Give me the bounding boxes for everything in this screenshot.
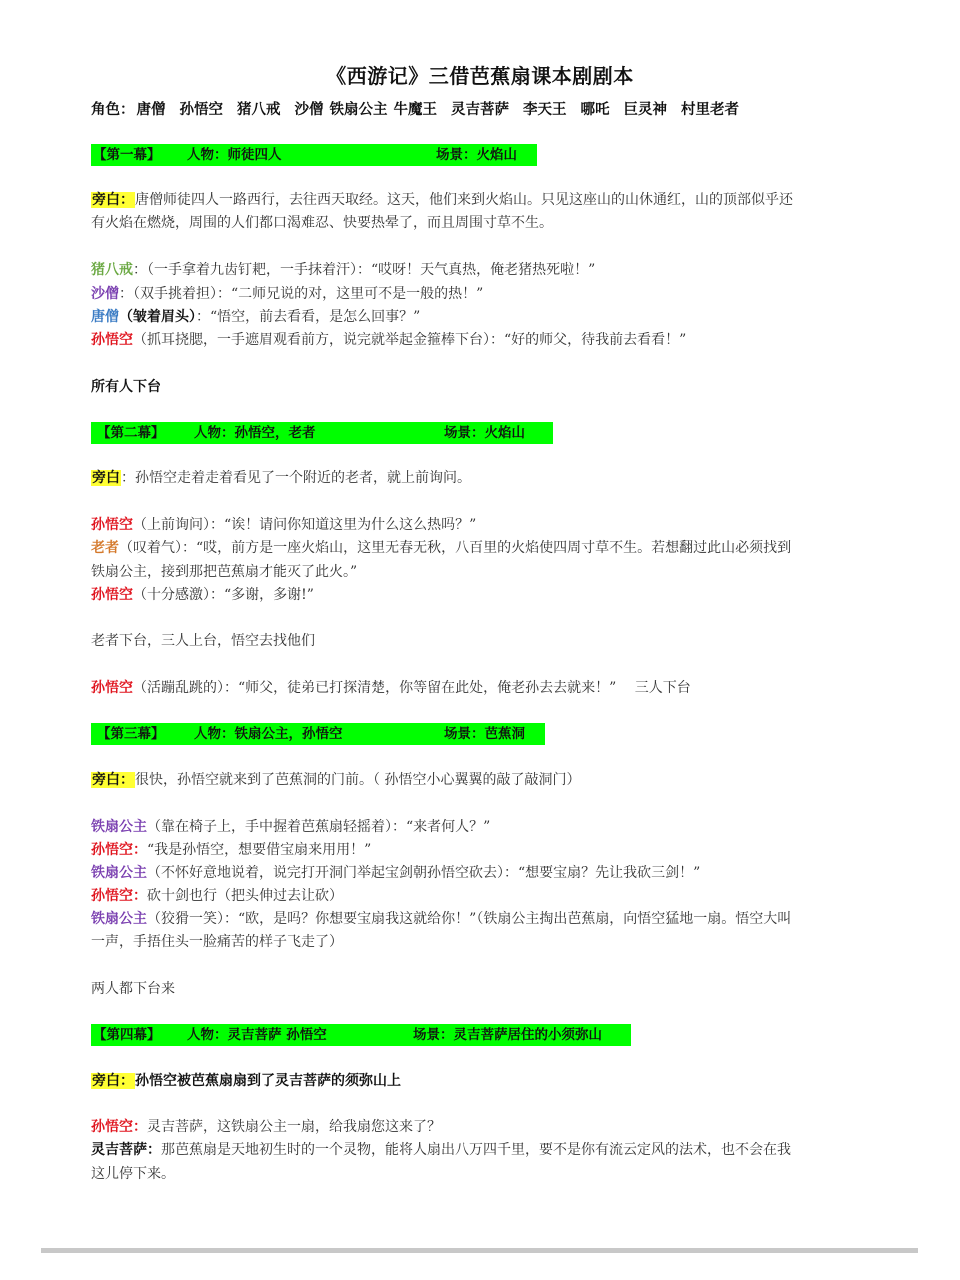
role-item: 铁扇公主 [329, 102, 388, 118]
act-people: 人物：孙悟空，老者 [194, 425, 316, 441]
speaker-name: 孙悟空： [91, 1119, 147, 1135]
dialogue-text: 灵吉菩萨，这铁扇公主一扇，给我扇您这来了？ [147, 1119, 441, 1135]
act-3-header [91, 723, 545, 745]
dialogue-line [91, 677, 876, 701]
role-item: 牛魔王 [393, 102, 437, 118]
speaker-name: 孙悟空 [91, 332, 133, 348]
stage-direction: （皱着眉头） [119, 309, 196, 325]
dialogue-line [91, 816, 876, 840]
dialogue-text: ：（一手拿着九齿钉耙，一手抹着汗）：“哎呀！天气真热，俺老猪热死啦！” [133, 262, 596, 278]
dialogue-text: ：（双手挑着担）：“二师兄说的对，这里可不是一般的热！” [119, 286, 484, 302]
dialogue-line [91, 885, 876, 909]
dialogue-text: 那芭蕉扇是天地初生时的一个灵物，能将人扇出八万四千里，要不是你有流云定风的法术，也不会在我 [161, 1142, 791, 1158]
document-title: 《西游记》三借芭蕉扇课本剧剧本 [326, 64, 634, 88]
speaker-name: 沙僧 [91, 286, 119, 302]
role-item: 村里老者 [681, 102, 739, 118]
roles-list [91, 98, 753, 119]
speaker-name: 猪八戒 [91, 262, 133, 278]
dialogue-cont: 铁扇公主，接到那把芭蕉扇才能灭了此火。” [91, 564, 358, 580]
stage-exit: 所有人下台 [91, 379, 161, 395]
act-label: 【第二幕】 [97, 425, 165, 441]
speaker-name: 孙悟空 [91, 517, 133, 533]
dialogue-line [91, 584, 876, 608]
dialogue-line [91, 306, 876, 330]
narration-text: 唐僧师徒四人一路西行，去往西天取经。这天，他们来到火焰山。只见这座山的山休通红，山的顶部似乎还 [135, 192, 793, 208]
act-2-header [91, 422, 553, 444]
narration-label: 旁白 [92, 470, 120, 486]
role-item: 孙悟空 [179, 102, 223, 118]
speaker-name: 灵吉菩萨： [91, 1142, 161, 1158]
role-item: 哪吒 [580, 102, 610, 118]
act-label: 【第三幕】 [97, 726, 165, 742]
role-item: 唐僧 [136, 102, 166, 118]
speaker-name: 铁扇公主 [91, 911, 147, 927]
dialogue-line [91, 329, 876, 353]
dialogue-line [91, 839, 876, 863]
act-4-header [91, 1024, 631, 1046]
dialogue-line [91, 1116, 876, 1140]
stage-exit: 两人都下台来 [91, 981, 175, 997]
dialogue-line [91, 1139, 876, 1163]
narration-text: 孙悟空被芭蕉扇扇到了灵吉菩萨的须弥山上 [135, 1073, 401, 1089]
narration [91, 1070, 876, 1094]
role-item: 巨灵神 [623, 102, 667, 118]
dialogue-text: ：“悟空，前去看看，是怎么回事？” [196, 309, 421, 325]
narration-text: ：孙悟空走着走着看见了一个附近的老者，就上前询问。 [121, 470, 471, 486]
narration-text: 很快，孙悟空就来到了芭蕉洞的门前。（ 孙悟空小心翼翼的敲了敲洞门） [135, 772, 581, 788]
speaker-name: 老者 [91, 540, 119, 556]
act-scene: 场景：灵吉菩萨居住的小须弥山 [413, 1027, 602, 1043]
speaker-name: 铁扇公主 [91, 865, 147, 881]
act-people: 人物：师徒四人 [187, 147, 282, 163]
role-item: 李天王 [523, 102, 567, 118]
dialogue-text: （抓耳挠腮，一手遮眉观看前方，说完就举起金箍棒下台）：“好的师父，待我前去看看！” [133, 332, 687, 348]
dialogue-line [91, 537, 876, 561]
dialogue-text: “我是孙悟空，想要借宝扇来用用！” [147, 842, 372, 858]
dialogue-text: （狡猾一笑）：“欧，是吗？你想要宝扇我这就给你！”（铁扇公主掏出芭蕉扇，向悟空猛地一扇。悟空大叫 [147, 911, 792, 927]
dialogue-text: （十分感激）：“多谢，多谢!” [133, 587, 314, 603]
role-item: 猪八戒 [237, 102, 281, 118]
dialogue-text: （叹着气）：“哎，前方是一座火焰山，这里无春无秋，八百里的火焰使四周寸草不生。若想翻过此山必须找到 [119, 540, 792, 556]
narration-label: 旁白： [92, 1073, 134, 1089]
page-divider [41, 1248, 918, 1253]
dialogue-text: （上前询问）：“诶！请问你知道这里为什么这么热吗？” [133, 517, 477, 533]
act-1-header [91, 144, 537, 166]
narration [91, 769, 876, 793]
dialogue-cont: 这儿停下来。 [91, 1166, 175, 1182]
dialogue-line [91, 283, 876, 307]
narration-cont: 有火焰在燃烧，周围的人们都口渴难忍、快要热晕了，而且周围寸草不生。 [91, 215, 553, 231]
stage-direction: 老者下台，三人上台，悟空去找他们 [91, 633, 315, 649]
act-scene: 场景：火焰山 [436, 147, 517, 163]
dialogue-cont: 一声，手捂住头一脸痛苦的样子飞走了） [91, 934, 343, 950]
act-label: 【第四幕】 [93, 1027, 161, 1043]
narration-label: 旁白： [92, 192, 134, 208]
speaker-name: 孙悟空 [91, 587, 133, 603]
act-people: 人物：灵吉菩萨 孙悟空 [187, 1027, 327, 1043]
speaker-name: 铁扇公主 [91, 819, 147, 835]
narration [91, 189, 876, 213]
speaker-name: 唐僧 [91, 309, 119, 325]
act-label: 【第一幕】 [93, 147, 161, 163]
dialogue-line [91, 259, 876, 283]
act-people: 人物：铁扇公主，孙悟空 [194, 726, 343, 742]
act-scene: 场景：火焰山 [444, 425, 525, 441]
dialogue-text: 砍十剑也行（把头伸过去让砍） [147, 888, 343, 904]
role-item: 灵吉菩萨 [451, 102, 509, 118]
dialogue-line [91, 514, 876, 538]
narration [91, 467, 876, 491]
dialogue-text: （不怀好意地说着，说完打开洞门举起宝剑朝孙悟空砍去）：“想要宝扇？先让我砍三剑！” [147, 865, 701, 881]
speaker-name: 孙悟空： [91, 888, 147, 904]
act-scene: 场景：芭蕉洞 [444, 726, 525, 742]
dialogue-line [91, 908, 876, 932]
speaker-name: 孙悟空： [91, 842, 147, 858]
speaker-name: 孙悟空 [91, 680, 133, 696]
role-item: 沙僧 [294, 102, 324, 118]
roles-label: 角色： [91, 102, 135, 118]
narration-label: 旁白： [92, 772, 134, 788]
dialogue-text: （活蹦乱跳的）：“师父，徒弟已打探清楚，你等留在此处，俺老孙去去就来！” 三人下台 [133, 680, 691, 696]
dialogue-line [91, 862, 876, 886]
dialogue-text: （靠在椅子上，手中握着芭蕉扇轻摇着）：“来者何人？” [147, 819, 491, 835]
